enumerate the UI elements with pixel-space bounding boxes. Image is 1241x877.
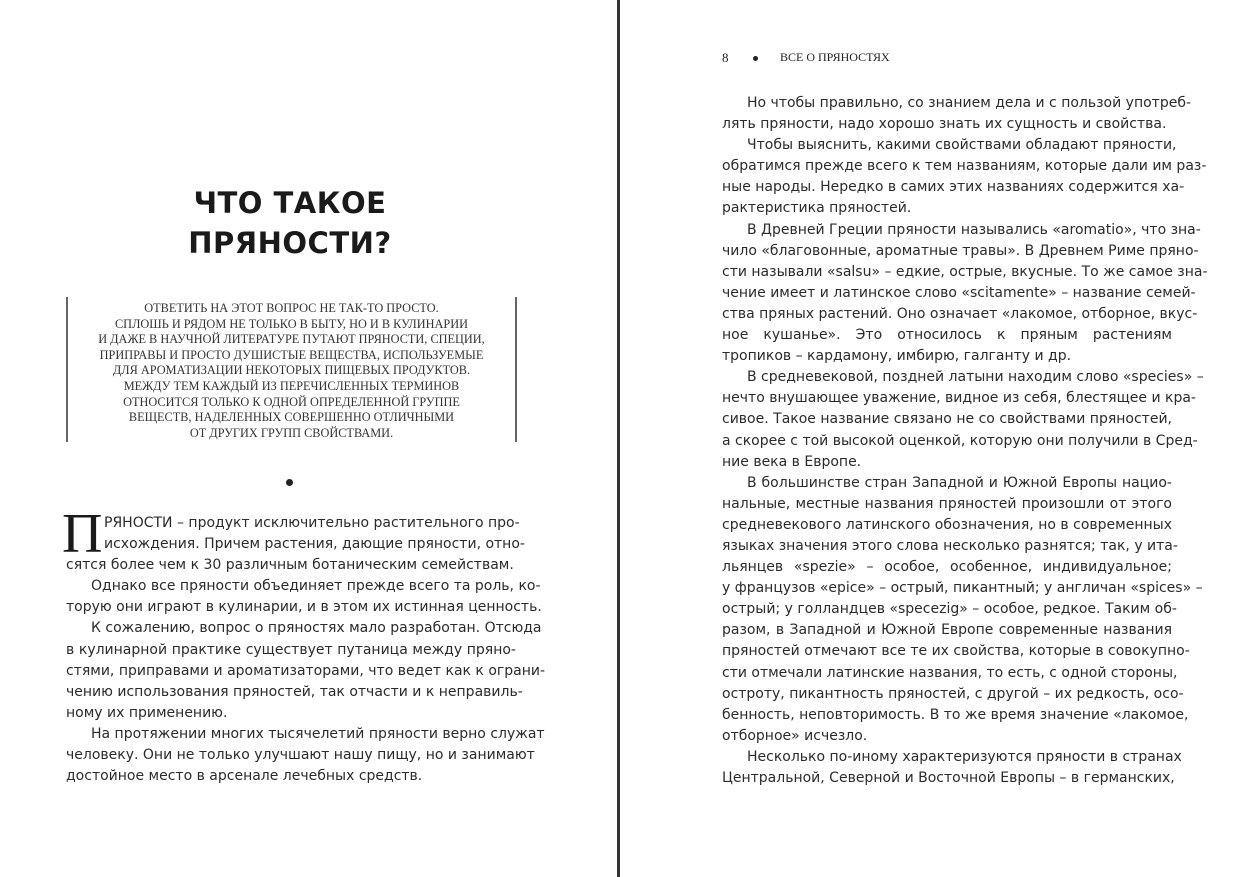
- text-line: сивое. Такое название связано не со свойствами пряностей,: [722, 411, 1172, 428]
- text-line: торую они играют в кулинарии, и в этом их истинная ценность.: [66, 599, 542, 616]
- epigraph-line: МЕЖДУ ТЕМ КАЖДЫЙ ИЗ ПЕРЕЧИСЛЕННЫХ ТЕРМИНОВ: [123, 378, 460, 393]
- paragraph: [722, 135, 1207, 219]
- text-line: Чтобы выяснить, какими свойствами обладают пряности,: [747, 137, 1177, 154]
- text-line: чило «благовонные, ароматные травы». В Древнем Риме пряно-: [722, 242, 1199, 259]
- paragraph: [722, 93, 1192, 135]
- epigraph-line: ОТНОСИТСЯ ТОЛЬКО К ОДНОЙ ОПРЕДЕЛЕННОЙ ГРУППЕ: [123, 394, 460, 409]
- epigraph-line: ВЕЩЕСТВ, НАДЕЛЕННЫХ СОВЕРШЕННО ОТЛИЧНЫМИ: [128, 410, 455, 425]
- text-line: Но чтобы правильно, со знанием дела и с пользой употреб-: [747, 95, 1192, 111]
- text-line: рактеристика пряностей.: [722, 200, 912, 217]
- text-line: К сожалению, вопрос о пряностях мало разработан. Отсюда: [91, 620, 542, 637]
- text-line: нечто внушающее уважение, видное из себя, блестящее и кра-: [722, 390, 1196, 407]
- text-line: На протяжении многих тысячелетий пряности верно служат: [91, 725, 545, 742]
- text-line: ному их применению.: [66, 704, 228, 721]
- epigraph-line: ПРИПРАВЫ И ПРОСТО ДУШИСТЫЕ ВЕЩЕСТВА, ИСПОЛЬЗУЕМЫЕ: [99, 347, 484, 362]
- text-line: В средневековой, поздней латыни находим слово «species» –: [747, 369, 1204, 386]
- text-line: ства пряных растений. Оно означает «лакомое, отборное, вкус-: [722, 305, 1198, 322]
- text-line: В Древней Греции пряности назывались «aromatio», что зна-: [747, 221, 1201, 238]
- text-line: нальные, местные названия пряностей произошли от этого: [722, 495, 1172, 512]
- epigraph-line: ОТ ДРУГИХ ГРУПП СВОЙСТВАМИ.: [189, 425, 394, 440]
- text-line: в кулинарной практике существует путаница между пряно-: [66, 641, 516, 658]
- text-line: отборное» исчезло.: [722, 727, 868, 744]
- text-line: ное кушанье». Это относилось к пряным растениям: [722, 327, 1172, 344]
- epigraph-line: СПЛОШЬ И РЯДОМ НЕ ТОЛЬКО В БЫТУ, НО И В КУЛИНАРИИ: [114, 316, 469, 331]
- text-line: льянцев «spezie» – особое, особенное, индивидуальное;: [722, 559, 1172, 576]
- text-line: ние века в Европе.: [722, 453, 862, 470]
- text-line: пряностей отмечают все те их свойства, которые в совокупно-: [722, 643, 1190, 660]
- text-line: острый; у голландцев «specezig» – особое, редкое. Таким об-: [722, 601, 1177, 618]
- text-line: исхождения. Причем растения, дающие пряности, отно-: [104, 536, 525, 553]
- text-line: у французов «epice» – острый, пикантный; у англичан «spices» –: [722, 580, 1203, 597]
- paragraph: [722, 220, 1208, 368]
- epigraph-line: ОТВЕТИТЬ НА ЭТОТ ВОПРОС НЕ ТАК-ТО ПРОСТО.: [144, 301, 439, 315]
- text-line: Однако все пряности объединяет прежде всего та роль, ко-: [91, 578, 541, 595]
- text-line: сти называли «salsu» – едкие, острые, вкусные. То же самое зна-: [722, 263, 1208, 280]
- epigraph-block: [66, 297, 517, 442]
- paragraph: [66, 576, 542, 618]
- paragraph: [66, 513, 525, 576]
- bullet-ornament: [286, 479, 293, 486]
- text-line: Центральной, Северной и Восточной Европы – в германских,: [722, 770, 1175, 786]
- book-spine: [617, 0, 620, 877]
- header-bullet: [753, 56, 758, 61]
- chapter-title-line: ПРЯНОСТИ?: [188, 226, 392, 260]
- paragraph: [66, 724, 545, 787]
- paragraph: [722, 747, 1182, 789]
- text-line: тропиков – кардамону, имбирю, галганту и др.: [722, 348, 1072, 365]
- text-line: лять пряности, надо хорошо знать их сущность и свойства.: [722, 116, 1167, 133]
- text-line: разом, в Западной и Южной Европе современные названия: [722, 622, 1172, 639]
- text-line: а скорее с той высокой оценкой, которую они получили в Сред-: [722, 432, 1198, 449]
- text-line: языках значения этого слова несколько разнятся; так, у ита-: [722, 537, 1178, 554]
- running-head-title: ВСЕ О ПРЯНОСТЯХ: [780, 50, 890, 64]
- text-line: РЯНОСТИ – продукт исключительно растительного про-: [104, 515, 520, 531]
- text-line: средневекового латинского обозначения, но в современных: [722, 516, 1172, 533]
- drop-cap: П: [62, 503, 103, 565]
- text-line: остроту, пикантность пряностей, с другой – их редкость, осо-: [722, 685, 1184, 702]
- page-number: 8: [722, 50, 729, 65]
- chapter-title: [90, 183, 490, 263]
- chapter-title-line: ЧТО ТАКОЕ: [193, 186, 387, 220]
- text-line: достойное место в арсенале лечебных средств.: [66, 768, 423, 785]
- text-line: человеку. Они не только улучшают нашу пищу, но и занимают: [66, 747, 535, 764]
- text-line: сти отмечали латинские названия, то есть, с одной стороны,: [722, 664, 1178, 681]
- paragraph: [722, 367, 1204, 472]
- text-line: В большинстве стран Западной и Южной Европы нацио-: [747, 474, 1172, 491]
- text-line: чению использования пряностей, так отчасти и к неправиль-: [66, 683, 523, 700]
- text-line: стями, приправами и ароматизаторами, что ведет как к ограни-: [66, 662, 546, 679]
- paragraph: [722, 473, 1203, 747]
- text-line: чение имеет и латинское слово «scitamente» – название семей-: [722, 284, 1196, 301]
- text-line: бенность, неповторимость. В то же время значение «лакомое,: [722, 706, 1189, 723]
- text-line: Несколько по-иному характеризуются пряности в странах: [747, 748, 1182, 765]
- left-page-body: [66, 513, 546, 787]
- epigraph-line: ДЛЯ АРОМАТИЗАЦИИ НЕКОТОРЫХ ПИЩЕВЫХ ПРОДУКТОВ.: [112, 363, 471, 378]
- epigraph-line: И ДАЖЕ В НАУЧНОЙ ЛИТЕРАТУРЕ ПУТАЮТ ПРЯНОСТИ, СПЕЦИИ,: [98, 332, 485, 347]
- right-page-body: [722, 93, 1208, 789]
- text-line: сятся более чем к 30 различным ботаническим семействам.: [66, 557, 514, 574]
- paragraph: [66, 618, 546, 723]
- text-line: ные народы. Нередко в самих этих названиях содержится ха-: [722, 179, 1185, 196]
- text-line: обратимся прежде всего к тем названиям, которые дали им раз-: [722, 158, 1207, 175]
